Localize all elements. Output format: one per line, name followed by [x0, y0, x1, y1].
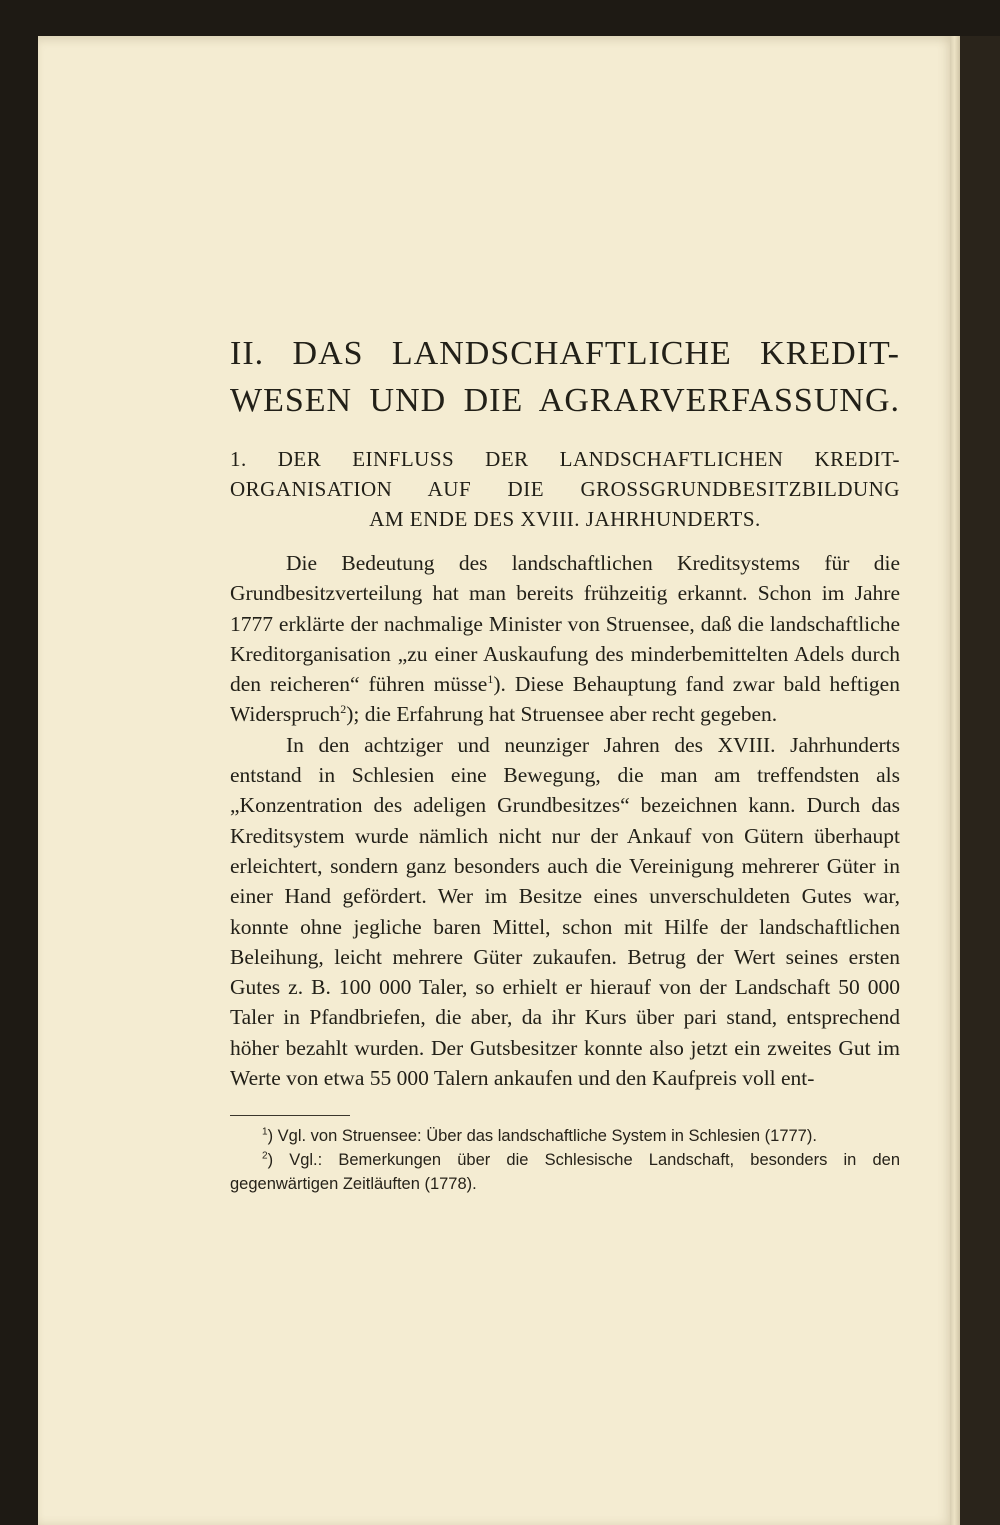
- page-edge: [950, 36, 960, 1525]
- section-title-line-3: AM ENDE DES XVIII. JAHRHUNDERTS.: [369, 507, 761, 531]
- footnote-ref-2: 2: [340, 702, 347, 717]
- footnote-2-text: ) Vgl.: Bemerkungen über die Schlesische Landschaft, besonders in den gegenwärtigen Zeitläuften (1778).: [230, 1151, 900, 1194]
- footnote-divider: [230, 1115, 350, 1116]
- footnotes: [230, 1124, 900, 1196]
- footnote-1-text: ) Vgl. von Struensee: Über das landschaftliche System in Schlesien (1777).: [267, 1127, 817, 1146]
- paragraph-1-part-a: Die Bedeutung des landschaftlichen Kreditsystems für die Grundbesitzverteilung hat man bereits frühzeitig erkannt. Schon im Jahre 1777 erklärte der nachmalige Minister von Struensee, daß die landschaftliche Kreditorganisation „zu einer Auskaufung des minderbemittelten Adels durch den reicheren“ führen müsse: [230, 551, 900, 697]
- footnote-ref-1: 1: [487, 672, 494, 687]
- footnote-1: [230, 1124, 900, 1148]
- footnote-2-mark: 2: [262, 1150, 268, 1162]
- chapter-title: [230, 330, 900, 424]
- page-content: [230, 330, 900, 1196]
- chapter-title-line-2: WESEN UND DIE AGRARVERFASSUNG.: [230, 382, 900, 419]
- section-title: [230, 444, 900, 534]
- section-title-line-1: 1. DER EINFLUSS DER LANDSCHAFTLICHEN KREDIT-: [230, 447, 900, 471]
- footnote-1-mark: 1: [262, 1126, 268, 1138]
- chapter-title-line-1: II. DAS LANDSCHAFTLICHE KREDIT-: [230, 335, 900, 372]
- section-title-line-2: ORGANISATION AUF DIE GROSSGRUNDBESITZBILDUNG: [230, 477, 900, 501]
- paragraph-2: In den achtziger und neunziger Jahren des XVIII. Jahrhunderts entstand in Schlesien eine Bewegung, die man am treffendsten als „Konzentration des adeligen Grundbesitzes“ bezeichnen kann. Durch das Kreditsystem wurde nämlich nicht nur der Ankauf von Gütern überhaupt erleichtert, sondern ganz besonders auch die Vereinigung mehrerer Güter in einer Hand gefördert. Wer im Besitze eines unverschuldeten Gutes war, konnte ohne jegliche baren Mittel, schon mit Hilfe der landschaftlichen Beleihung, leicht mehrere Güter zukaufen. Betrug der Wert seines ersten Gutes z. B. 100 000 Taler, so erhielt er hierauf von der Landschaft 50 000 Taler in Pfandbriefen, die aber, da ihr Kurs über pari stand, entsprechend höher bezahlt wurden. Der Gutsbesitzer konnte also jetzt ein zweites Gut im Werte von etwa 55 000 Talern ankaufen und den Kaufpreis voll ent-: [230, 732, 900, 1091]
- paragraph-1-part-c: ); die Erfahrung hat Struensee aber recht gegeben.: [346, 702, 778, 727]
- scan-background-strip: [960, 36, 1000, 1525]
- body-text: [230, 548, 900, 1093]
- footnote-2: [230, 1148, 900, 1196]
- paragraph-1-part-b: ). Diese Behauptung fand zwar bald heftigen Widerspruch: [230, 672, 900, 727]
- paragraph-1: [230, 548, 900, 730]
